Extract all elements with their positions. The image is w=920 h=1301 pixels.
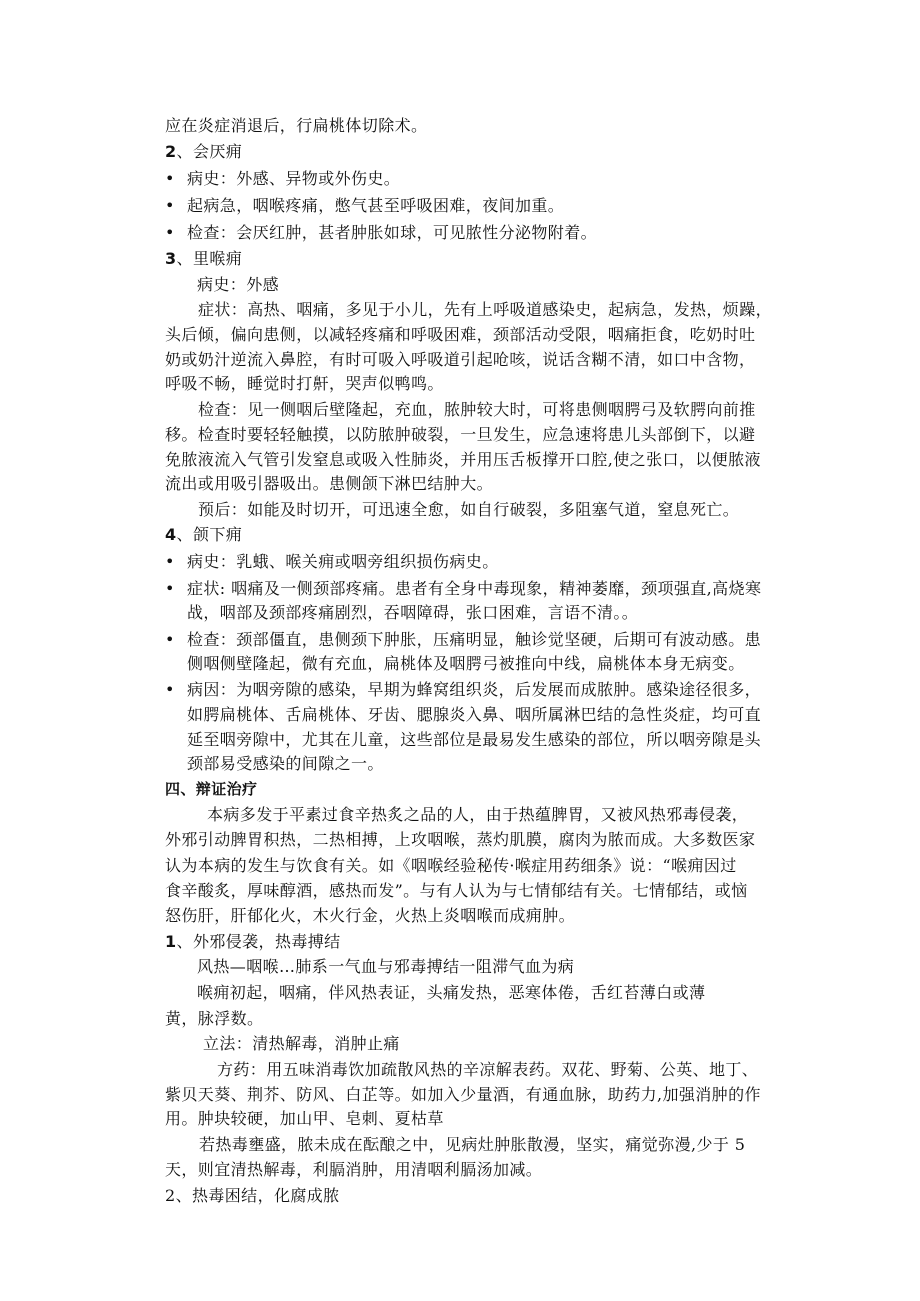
- bullet-text: 颈部易受感染的间隙之一。: [187, 754, 384, 773]
- bullet-icon: •: [165, 630, 175, 649]
- text-line: 风热—咽喉…肺系一气血与邪毒搏结一阻滞气血为病: [197, 957, 575, 976]
- text-line: 黄，脉浮数。: [165, 1009, 264, 1028]
- text-line: 呼吸不畅，睡觉时打鼾，哭声似鸭鸣。: [165, 374, 444, 393]
- heading-he-xia-yong: 4、颌下痈: [165, 525, 243, 544]
- bullet-icon: •: [165, 196, 175, 215]
- text-line: 奶或奶汁逆流入鼻腔，有时可吸入呼吸道引起呛咳，说话含糊不清，如口中含物，: [165, 350, 756, 369]
- bullet-icon: •: [165, 552, 175, 571]
- bullet-text: 病史：乳蛾、喉关痈或咽旁组织损伤病史。: [187, 552, 499, 571]
- text-line: 方药：用五味消毒饮加疏散风热的辛凉解表药。双花、野菊、公英、地丁、: [217, 1060, 759, 1079]
- text-line: 喉痈初起，咽痛，伴风热表证，头痛发热，恶寒体倦，舌红苔薄白或薄: [197, 983, 706, 1002]
- text-line: 应在炎症消退后，行扁桃体切除术。: [165, 116, 428, 135]
- bullet-text: 检查：会厌红肿，甚者肿胀如球，可见脓性分泌物附着。: [187, 223, 598, 242]
- text-line: 天，则宜清热解毒，利膈消肿，用清咽利膈汤加减。: [165, 1160, 543, 1179]
- text-line: 本病多发于平素过食辛热炙之品的人，由于热蕴脾胃，又被风热邪毒侵袭，: [207, 805, 749, 824]
- text-line: 预后：如能及时切开，可迅速全愈，如自行破裂，多阻塞气道，窒息死亡。: [198, 500, 740, 519]
- text-line: 立法：清热解毒，消肿止痛: [203, 1034, 400, 1053]
- bullet-icon: •: [165, 680, 175, 699]
- text-line: 病史：外感: [197, 275, 280, 294]
- text-line: 怒伤肝，肝郁化火，木火行金，火热上炎咽喉而成痈肿。: [165, 906, 576, 925]
- bullet-text: 侧咽侧壁隆起，微有充血，扁桃体及咽腭弓被推向中线，扁桃体本身无病变。: [187, 654, 745, 673]
- heading-wai-xie-qin-xi: 1、外邪侵袭，热毒搏结: [165, 932, 341, 951]
- text-line: 症状：高热、咽痛，多见于小儿，先有上呼吸道感染史，起病急，发热，烦躁，: [198, 300, 773, 319]
- bullet-text: 延至咽旁隙中，尤其在儿童，这些部位是最易发生感染的部位，所以咽旁隙是头: [187, 730, 762, 749]
- text-line: 紫贝天葵、荆芥、防风、白芷等。如加入少量酒，有通血脉，助药力,加强消肿的作: [165, 1085, 761, 1104]
- bullet-icon: •: [165, 579, 175, 598]
- bullet-icon: •: [165, 223, 175, 242]
- text-line: 流出或用吸引器吸出。患侧颌下淋巴结肿大。: [165, 474, 494, 493]
- bullet-text: 战，咽部及颈部疼痛剧烈，吞咽障碍，张口困难，言语不清。。: [187, 603, 639, 622]
- text-line: 2、热毒困结，化腐成脓: [165, 1186, 340, 1205]
- bullet-text: 病因：为咽旁隙的感染，早期为蜂窝组织炎，后发展而成脓肿。感染途径很多，: [187, 680, 762, 699]
- text-line: 头后倾，偏向患侧，以减轻疼痛和呼吸困难，颈部活动受限，咽痛拒食，吃奶时吐: [165, 325, 756, 344]
- heading-li-hou-yong: 3、里喉痈: [165, 249, 243, 268]
- text-line: 若热毒壅盛，脓未成在酝酿之中，见病灶肿胀散漫，坚实，痛觉弥漫,少于 5: [199, 1135, 746, 1154]
- text-line: 免脓液流入气管引发窒息或吸入性肺炎，并用压舌板撑开口腔,使之张口，以便脓液: [165, 450, 761, 469]
- bullet-text: 如腭扁桃体、舌扁桃体、牙齿、腮腺炎入鼻、咽所属淋巴结的急性炎症，均可直: [187, 705, 762, 724]
- text-line: 用。肿块较硬，加山甲、皂刺、夏枯草: [165, 1109, 444, 1128]
- section-title-treatment: 四、辩证治疗: [165, 780, 258, 798]
- text-line: 移。检查时要轻轻触摸，以防脓肿破裂，一旦发生，应急速将患儿头部倒下，以避: [165, 425, 756, 444]
- text-line: 食辛酸炙，厚味醇酒，感热而发”。与有人认为与七情郁结有关。七情郁结，或恼: [165, 881, 748, 900]
- heading-hui-yan-yong: 2、会厌痈: [165, 142, 243, 161]
- bullet-text: 症状: 咽痛及一侧颈部疼痛。患者有全身中毒现象，精神萎靡，颈项强直,高烧寒: [187, 579, 762, 598]
- text-line: 外邪引动脾胃积热，二热相搏，上攻咽喉，蒸灼肌膜，腐肉为脓而成。大多数医家: [165, 830, 756, 849]
- bullet-text: 起病急，咽喉疼痛，憋气甚至呼吸困难，夜间加重。: [187, 196, 565, 215]
- text-line: 检查：见一侧咽后壁隆起，充血，脓肿较大时，可将患侧咽腭弓及软腭向前推: [198, 400, 756, 419]
- bullet-icon: •: [165, 169, 175, 188]
- bullet-text: 检查：颈部僵直，患侧颈下肿胀，压痛明显，触诊觉坚硬，后期可有波动感。患: [187, 630, 762, 649]
- bullet-text: 病史：外感、异物或外伤史。: [187, 169, 401, 188]
- text-line: 认为本病的发生与饮食有关。如《咽喉经验秘传·喉症用药细条》说：“喉痈因过: [165, 856, 737, 875]
